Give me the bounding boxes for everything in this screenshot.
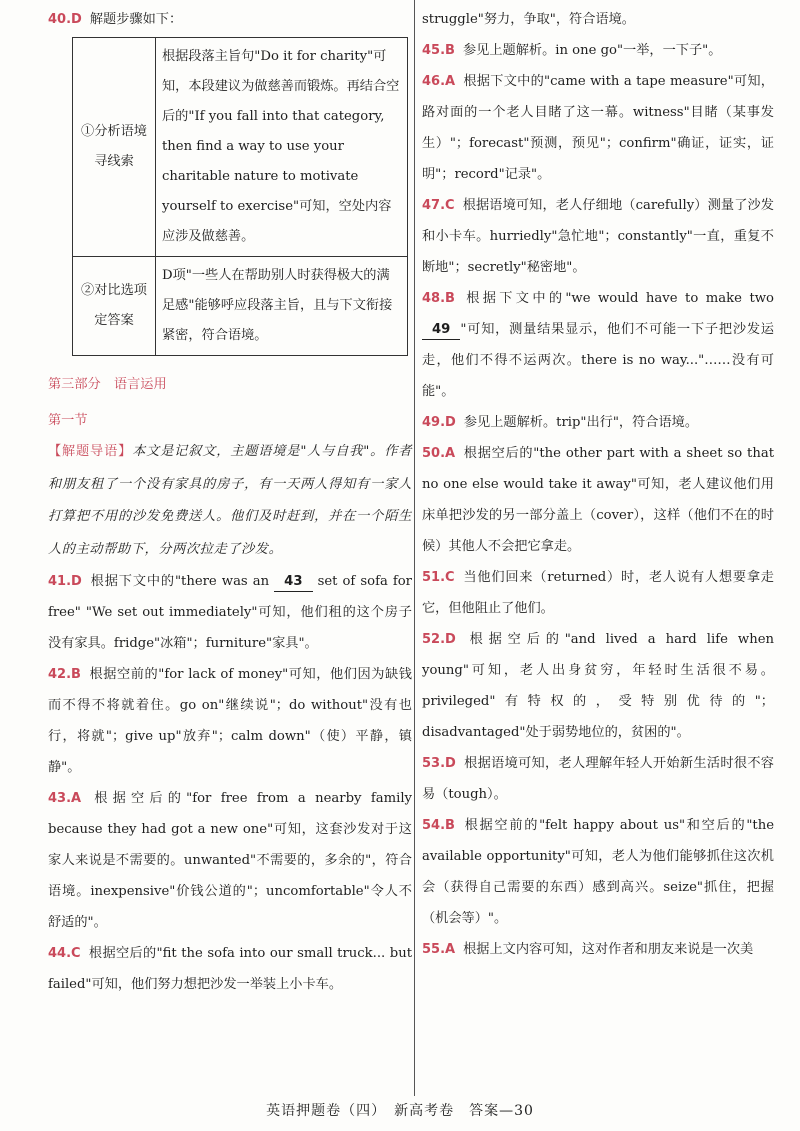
table-row [73, 38, 408, 257]
subsection-title: 第一节 [48, 413, 88, 428]
answer-52: 52.D 根据空后的"and lived a hard life when young"可知，老人出身贫穷，年轻时生活很不易。privileged"有特权的，受特别优待的"；disadvantaged"处于弱势地位的，贫困的"。 [422, 632, 774, 740]
analysis-table [72, 37, 408, 356]
table-label-1: ①分析语境寻线索 [73, 38, 156, 257]
reading-guide: 【解题导语】本文是记叙文，主题语境是"人与自我"。作者和朋友租了一个没有家具的房子，有一天两人得知有一家人打算把不用的沙发免费送人。他们及时赶到，并在一个陌生人的主动帮助下，分两次拉走了沙发。 [48, 444, 412, 557]
answer-50: 50.A 根据空后的"the other part with a sheet so that no one else would take it away"可知，老人建议他们用床单把沙发的另一部分盖上（cover），这样（他们不在的时候）其他人不会把它拿走。 [422, 446, 774, 554]
table-content-2: D项"一些人在帮助别人时获得极大的满足感"能够呼应段落主旨，且与下文衔接紧密，符合语境。 [156, 257, 408, 356]
blank-43: 43 [274, 573, 312, 592]
left-column [48, 0, 412, 1000]
right-column [422, 0, 774, 965]
answer-48: 48.B 根据下文中的"we would have to make two 49 "可知，测量结果显示，他们不可能一下子把沙发运走，他们不得不运两次。there is no way..."……没有可能"。 [422, 291, 774, 399]
section-title: 第三部分 语言运用 [48, 377, 167, 392]
answer-43: 43.A 根据空后的"for free from a nearby family because they had got a new one"可知，这套沙发对于这家人来说是不需要的。unwanted"不需要的，多余的"，符合语境。inexpensive"价钱公道的"；uncomfortable"令人不舒适的"。 [48, 791, 412, 930]
answer-45: 45.B 参见上题解析。in one go"一举，一下子"。 [422, 43, 722, 58]
answer-47: 47.C 根据语境可知，老人仔细地（carefully）测量了沙发和小卡车。hurriedly"急忙地"；constantly"一直，重复不断地"；secretly"秘密地"。 [422, 198, 774, 275]
table-content-1: 根据段落主旨句"Do it for charity"可知，本段建议为做慈善而锻炼。再结合空后的"If you fall into that category, then find a way to use your charitable nature to motivate yourself to exercise"可知，空处内容应涉及做慈善。 [156, 38, 408, 257]
answer-44-continued: struggle"努力，争取"，符合语境。 [422, 12, 635, 27]
table-label-2: ②对比选项定答案 [73, 257, 156, 356]
table-row [73, 257, 408, 356]
blank-49: 49 [422, 321, 460, 340]
answer-49: 49.D 参见上题解析。trip"出行"，符合语境。 [422, 415, 699, 430]
answer-44: 44.C 根据空后的"fit the sofa into our small truck... but failed"可知，他们努力想把沙发一举装上小卡车。 [48, 946, 412, 992]
answer-40: 40.D 解题步骤如下： [48, 12, 183, 27]
guide-tag: 【解题导语】 [48, 444, 133, 459]
answer-51: 51.C 当他们回来（returned）时，老人说有人想要拿走它，但他阻止了他们。 [422, 570, 774, 616]
answer-42: 42.B 根据空前的"for lack of money"可知，他们因为缺钱而不得不将就着住。go on"继续说"；do without"没有也行，将就"；give up"放弃"；calm down"（使）平静，镇静"。 [48, 667, 412, 775]
answer-41: 41.D 根据下文中的"there was an 43 set of sofa for free" "We set out immediately"可知，他们租的这个房子没有家具。fridge"冰箱"；furniture"家具"。 [48, 574, 412, 651]
answer-55: 55.A 根据上文内容可知，这对作者和朋友来说是一次美 [422, 942, 754, 957]
answer-53: 53.D 根据语境可知，老人理解年轻人开始新生活时很不容易（tough）。 [422, 756, 774, 802]
column-divider [414, 0, 415, 1096]
page-footer: 英语押题卷（四） 新高考卷 答案—30 [266, 1103, 534, 1119]
answer-46: 46.A 根据下文中的"came with a tape measure"可知，路对面的一个老人目睹了这一幕。witness"目睹（某事发生）"；forecast"预测，预见"；confirm"确证，证实，证明"；record"记录"。 [422, 74, 774, 182]
answer-54: 54.B 根据空前的"felt happy about us"和空后的"the available opportunity"可知，老人为他们能够抓住这次机会（获得自己需要的东西）感到高兴。seize"抓住，把握（机会等）"。 [422, 818, 774, 926]
